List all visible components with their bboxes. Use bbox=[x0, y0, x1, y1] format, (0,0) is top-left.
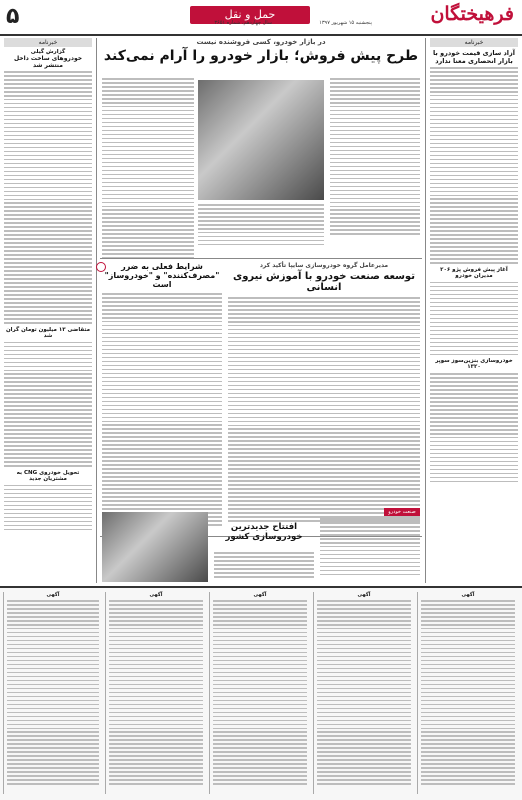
column-divider bbox=[425, 38, 426, 583]
classified-column: آگهی bbox=[3, 592, 102, 794]
left-box-label: خبرنامه bbox=[4, 38, 92, 47]
bottom-title: افتتاح جدیدترین خودروسازی کشور bbox=[225, 522, 303, 542]
opinion-marker-icon bbox=[96, 262, 106, 272]
issue-info: سال چهاردهم، شماره ۳۶۵۱ bbox=[214, 20, 272, 26]
right-box-label: خبرنامه bbox=[430, 38, 518, 47]
article-2-title: توسعه صنعت خودرو با آموزش نیروی انسانی bbox=[233, 271, 415, 293]
date-info: پنجشنبه ۱۵ شهریور ۱۳۹۷ bbox=[319, 20, 372, 26]
left-article-text-3 bbox=[4, 485, 92, 530]
column-divider bbox=[96, 38, 97, 583]
right-column bbox=[430, 38, 518, 583]
main-kicker: در بازار خودرو، کسی فروشنده نیست bbox=[196, 38, 326, 46]
main-article-col-3 bbox=[102, 78, 194, 261]
classified-column: آگهی bbox=[209, 592, 310, 794]
right-column-title: آزاد سازی قیمت خودرو با بازار انحصاری معنا ندارد bbox=[432, 49, 516, 65]
left-title-1: گزارش گیلی bbox=[30, 49, 66, 55]
left-title-2: خودروهای ساخت داخل منتشر شد bbox=[13, 55, 83, 69]
left-column bbox=[4, 38, 92, 583]
opinion-box bbox=[102, 262, 222, 534]
right-article-text-2 bbox=[430, 282, 518, 355]
main-headline: طرح پیش فروش؛ بازار خودرو را آرام نمی‌کند bbox=[103, 48, 419, 64]
left-subhead-2: تحویل خودروی CNG به مشتریان جدید bbox=[16, 469, 80, 482]
opinion-title: شرایط فعلی به ضرر "مصرف‌کننده" و "خودروساز" است bbox=[104, 262, 220, 289]
section-label: حمل و نقل bbox=[190, 6, 310, 24]
newspaper-logo: فرهیختگان bbox=[430, 3, 514, 25]
left-article-text-1 bbox=[4, 71, 92, 324]
page-header bbox=[0, 0, 522, 36]
right-subhead-2: خودروسازی بنزین‌سوز سوپر ۱۳۲۰ bbox=[435, 358, 513, 371]
main-article-col-1 bbox=[330, 78, 420, 237]
bottom-kicker: صنعت خودرو bbox=[384, 508, 420, 516]
left-subhead-1: متقاضی ۱۳ میلیون تومان گران شد bbox=[5, 326, 91, 339]
classified-column: آگهی bbox=[105, 592, 206, 794]
classifieds-section bbox=[0, 586, 522, 800]
main-area bbox=[100, 36, 422, 584]
article-2-kicker: مدیرعامل گروه خودروسازی سایپا تأکید کرد bbox=[259, 262, 389, 269]
right-article-text-3 bbox=[430, 373, 518, 482]
main-photo bbox=[198, 80, 324, 200]
right-article-text-1 bbox=[430, 67, 518, 264]
right-subhead-1: آغاز پیش فروش پژو ۲۰۶ مدیران خودرو bbox=[440, 266, 508, 279]
section-divider bbox=[100, 258, 422, 259]
left-article-text-2 bbox=[4, 342, 92, 467]
classified-column: آگهی bbox=[417, 592, 518, 794]
cars-photo bbox=[102, 512, 208, 582]
classified-column: آگهی bbox=[313, 592, 414, 794]
main-article-col-2 bbox=[198, 204, 324, 248]
article-2 bbox=[228, 262, 420, 534]
page-number: ۵ bbox=[6, 4, 20, 29]
bottom-article bbox=[102, 508, 420, 584]
